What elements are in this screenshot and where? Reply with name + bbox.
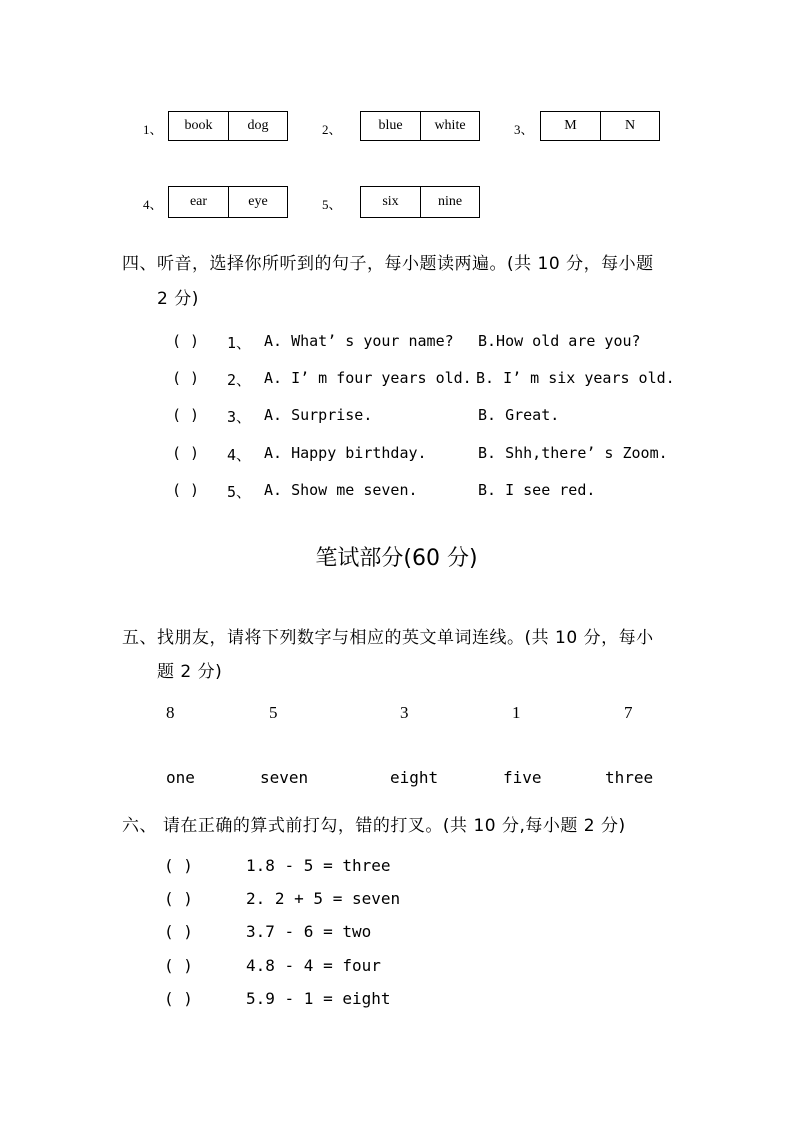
option-a: A. I’ m four years old. [264,369,472,387]
math-expression: 5.9 - 1 = eight [246,989,391,1008]
match-word: one [166,768,195,787]
match-number: 7 [624,703,633,722]
match-number: 8 [166,703,175,722]
option-a: A. Show me seven. [264,481,418,499]
word-pair-box [168,111,288,141]
word-cell: ear [189,194,208,209]
word-cell: eye [228,187,287,217]
section-5-heading: 五、找朋友，请将下列数字与相应的英文单词连线。(共 10 分，每小 [122,628,654,648]
item-number: 2、 [227,371,252,389]
item-number: 4、 [227,446,252,464]
answer-parens[interactable]: ( ) [164,989,193,1008]
word-cell: nine [420,187,479,217]
answer-parens[interactable]: ( ) [172,369,200,387]
match-word: five [503,768,542,787]
match-number: 3 [400,703,409,722]
written-part-title: 笔试部分(60 分) [315,546,478,571]
math-expression: 1.8 - 5 = three [246,856,391,875]
section-5-heading-cont: 题 2 分) [157,662,223,682]
item-number: 1、 [227,334,252,352]
section-4-heading: 四、听音，选择你所听到的句子，每小题读两遍。(共 10 分，每小题 [122,254,654,274]
match-word: three [605,768,654,787]
word-cell: blue [378,118,403,133]
match-number: 5 [269,703,278,722]
section-6-heading: 六、 请在正确的算式前打勾，错的打叉。(共 10 分,每小题 2 分) [122,816,626,836]
pair-number: 3、 [514,122,534,137]
word-cell: M [564,118,577,133]
option-a: A. What’ s your name? [264,332,454,350]
option-b: B. Great. [478,406,560,424]
word-pair-box [168,186,288,218]
pair-number: 4、 [143,197,163,212]
option-b: B. Shh,there’ s Zoom. [478,444,668,462]
option-b: B. I’ m six years old. [476,369,675,387]
word-pair-box [540,111,660,141]
answer-parens[interactable]: ( ) [164,889,193,908]
word-cell: N [600,112,659,140]
item-number: 3、 [227,408,252,426]
pair-number: 2、 [322,122,342,137]
word-pair-box [360,186,480,218]
match-word: seven [260,768,309,787]
word-pair-box [360,111,480,141]
answer-parens[interactable]: ( ) [172,332,200,350]
answer-parens[interactable]: ( ) [164,956,193,975]
option-a: A. Happy birthday. [264,444,427,462]
math-expression: 2. 2 + 5 = seven [246,889,401,908]
math-expression: 4.8 - 4 = four [246,956,381,975]
option-b: B.How old are you? [478,332,641,350]
match-number: 1 [512,703,521,722]
math-expression: 3.7 - 6 = two [246,922,372,941]
word-cell: dog [228,112,287,140]
answer-parens[interactable]: ( ) [172,481,200,499]
answer-parens[interactable]: ( ) [164,922,193,941]
answer-parens[interactable]: ( ) [172,444,200,462]
item-number: 5、 [227,483,252,501]
option-a: A. Surprise. [264,406,373,424]
word-cell: white [420,112,479,140]
answer-parens[interactable]: ( ) [164,856,193,875]
word-cell: six [382,194,399,209]
match-word: eight [390,768,439,787]
answer-parens[interactable]: ( ) [172,406,200,424]
pair-number: 1、 [143,122,163,137]
pair-number: 5、 [322,197,342,212]
option-b: B. I see red. [478,481,596,499]
word-cell: book [184,118,213,133]
section-4-heading-cont: 2 分) [157,289,199,309]
